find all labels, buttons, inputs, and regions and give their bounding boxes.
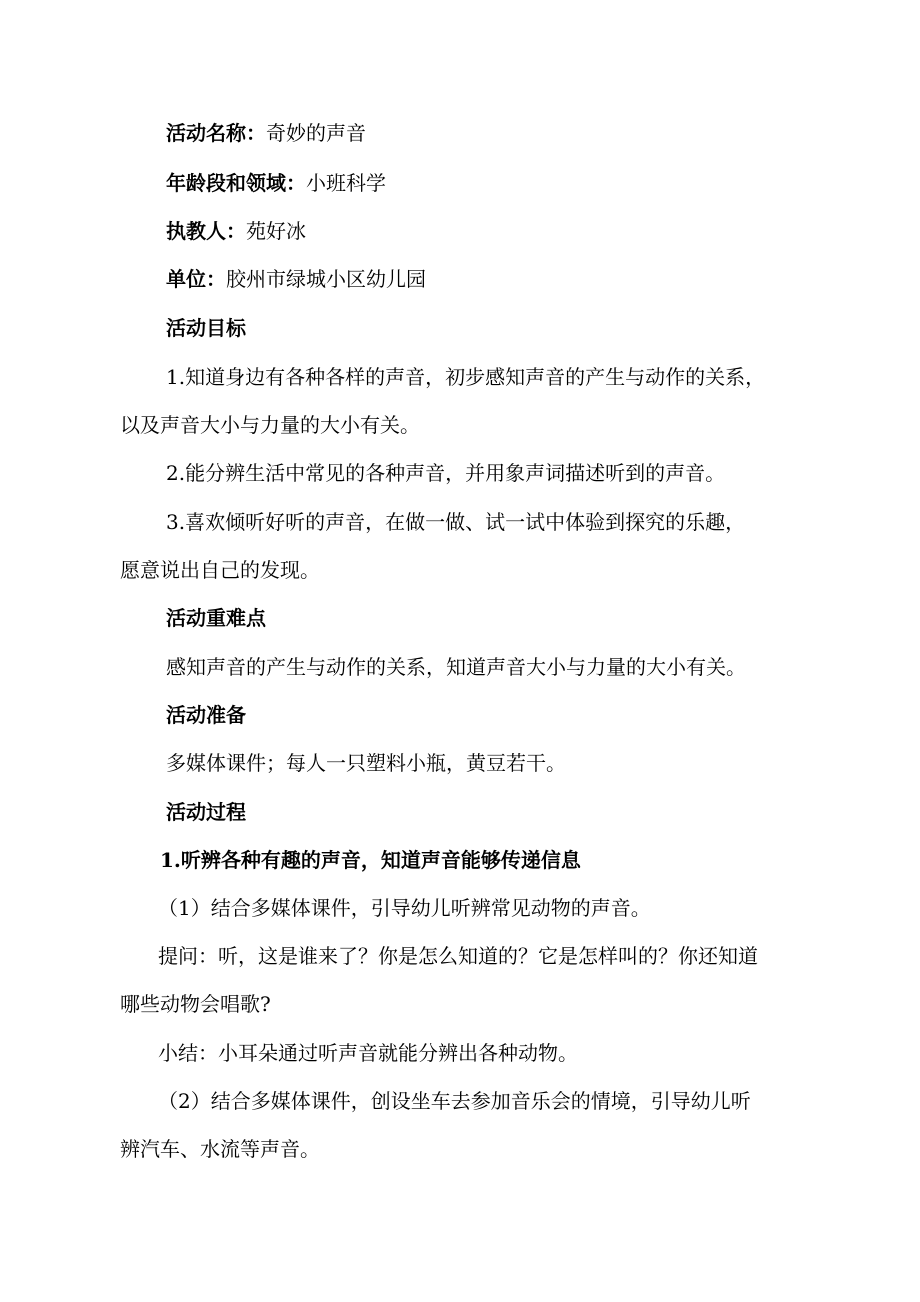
- age-domain-row: [166, 171, 820, 195]
- step-1-sub-2-line-2: 辨汽车、水流等声音。: [120, 1137, 320, 1161]
- activity-name-label: 活动名称：: [166, 121, 266, 145]
- goal-3-line-1: 3.喜欢倾听好听的声音，在做一做、试一试中体验到探究的乐趣，: [166, 510, 746, 534]
- preparation-text: 多媒体课件；每人一只塑料小瓶，黄豆若干。: [166, 751, 566, 775]
- unit-row: [166, 267, 820, 291]
- goal-1-line-2: 以及声音大小与力量的大小有关。: [120, 413, 420, 437]
- question-line-2: 哪些动物会唱歌?: [120, 992, 271, 1016]
- difficulty-text: 感知声音的产生与动作的关系，知道声音大小与力量的大小有关。: [166, 655, 746, 679]
- teacher-label: 执教人：: [166, 219, 246, 243]
- activity-name-row: [166, 121, 820, 145]
- unit-label: 单位：: [166, 267, 226, 291]
- step-1-heading: 1.听辨各种有趣的声音，知道声音能够传递信息: [160, 848, 581, 872]
- goals-heading: 活动目标: [166, 316, 246, 340]
- age-domain-label: 年龄段和领域：: [166, 171, 306, 195]
- goal-3-line-2: 愿意说出自己的发现。: [120, 558, 320, 582]
- difficulty-heading: 活动重难点: [166, 606, 266, 630]
- process-heading: 活动过程: [166, 800, 246, 824]
- activity-name-value: 奇妙的声音: [266, 121, 366, 145]
- age-domain-value: 小班科学: [306, 171, 386, 195]
- summary-text: 小结：小耳朵通过听声音就能分辨出各种动物。: [158, 1041, 578, 1065]
- teacher-value: 苑好冰: [246, 219, 306, 243]
- unit-value: 胶州市绿城小区幼儿园: [226, 267, 426, 291]
- step-1-sub-1: （1）结合多媒体课件，引导幼儿听辨常见动物的声音。: [158, 896, 651, 920]
- step-1-sub-2-line-1: （2）结合多媒体课件，创设坐车去参加音乐会的情境，引导幼儿听: [158, 1089, 751, 1113]
- preparation-heading: 活动准备: [166, 703, 246, 727]
- goal-2: 2.能分辨生活中常见的各种声音，并用象声词描述听到的声音。: [166, 461, 726, 485]
- teacher-row: [166, 219, 820, 243]
- goal-1-line-1: 1.知道身边有各种各样的声音，初步感知声音的产生与动作的关系，: [166, 365, 766, 389]
- question-line-1: 提问：听，这是谁来了？你是怎么知道的？它是怎样叫的？你还知道: [158, 944, 758, 968]
